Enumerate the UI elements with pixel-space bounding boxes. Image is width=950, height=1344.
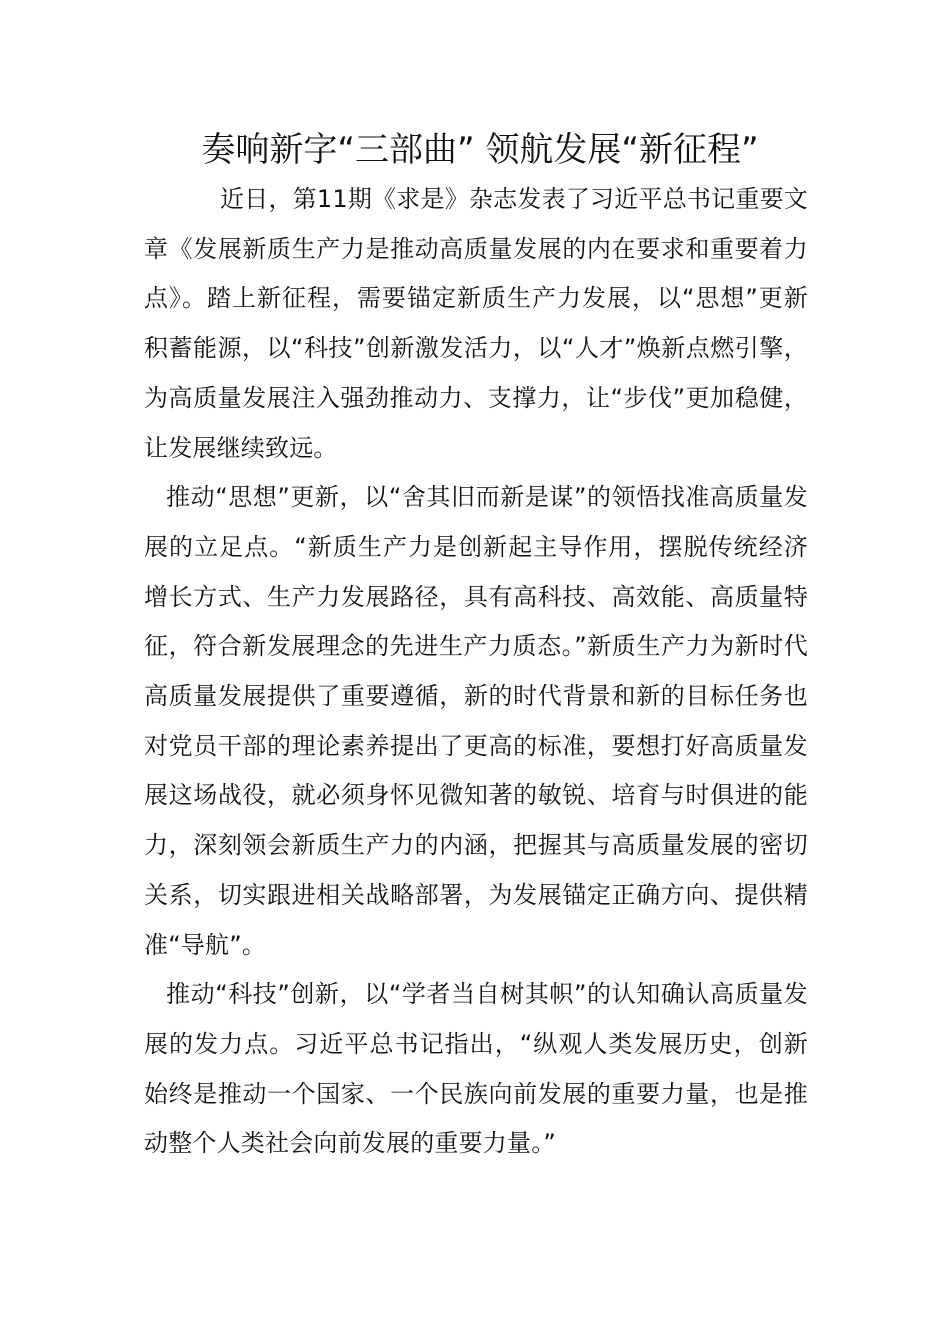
paragraph-thought: 推动“思想”更新，以“舍其旧而新是谋”的领悟找准高质量发展的立足点。“新质生产力是创新起主导作用，摆脱传统经济增长方式、生产力发展路径，具有高科技、高效能、高质量特征，符合新发展理念的先进生产力质态。”新质生产力为新时代高质量发展提供了重要遵循，新的时代背景和新的目标任务也对党员干部的理论素养提出了更高的标准，要想打好高质量发展这场战役，就必须身怀见微知著的敏锐、培育与时俱进的能力，深刻领会新质生产力的内涵，把握其与高质量发展的密切关系，切实跟进相关战略部署，为发展锚定正确方向、提供精准“导航”。 [144,483,808,959]
document-title: 奏响新字“三部曲” 领航发展“新征程” [201,130,759,170]
document-body [144,175,808,1169]
paragraph-intro: 近日，第11期《求是》杂志发表了习近平总书记重要文章《发展新质生产力是推动高质量发展的内在要求和重要着力点》。踏上新征程，需要锚定新质生产力发展，以“思想”更新积蓄能源，以“科技”创新激发活力，以“人才”焕新点燃引擎，为高质量发展注入强劲推动力、支撑力，让“步伐”更加稳健，让发展继续致远。 [144,185,808,462]
paragraph-technology: 推动“科技”创新，以“学者当自树其帜”的认知确认高质量发展的发力点。习近平总书记指出，“纵观人类发展历史，创新始终是推动一个国家、一个民族向前发展的重要力量，也是推动整个人类社会向前发展的重要力量。” [144,980,808,1158]
